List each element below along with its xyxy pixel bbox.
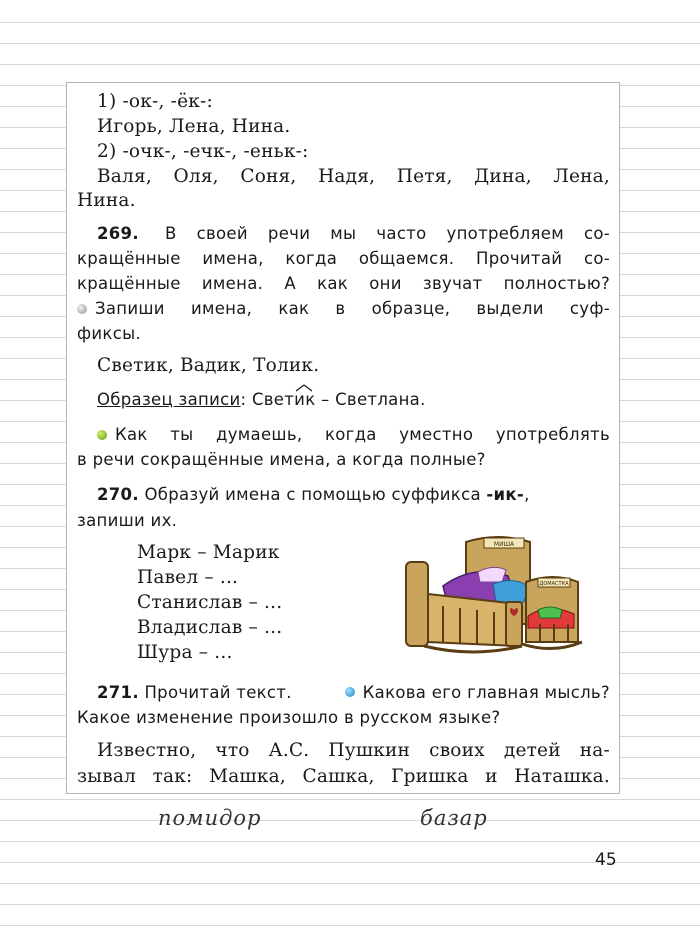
- suffix-group-2: 2) -очк-, -ечк-, -еньк-:: [97, 141, 309, 162]
- cribs-illustration: [398, 524, 586, 664]
- exercise-269-question: в речи сокращённые имена, а когда полные?: [77, 450, 486, 469]
- exercise-269-line: 269. В своей речи мы часто употребляем со-: [97, 224, 610, 243]
- exercise-269-question: Как ты думаешь, когда уместно употреблять: [97, 427, 610, 444]
- name-pair: Шура – ...: [137, 642, 233, 663]
- name-pair: Владислав – ...: [137, 617, 283, 638]
- names-line: Валя, Оля, Соня, Надя, Петя, Дина, Лена,: [97, 166, 610, 187]
- sample-label: Образец записи: [97, 390, 241, 409]
- names-line: Игорь, Лена, Нина.: [97, 116, 291, 137]
- reading-text: Известно, что А.С. Пушкин своих детей на-: [97, 740, 610, 761]
- sample-record: Образец записи: Свет ик – Светлана.: [97, 392, 426, 409]
- exercise-269-line: кращённые имена, когда общаемся. Прочитай со-: [77, 249, 610, 268]
- exercise-number: 270.: [97, 485, 139, 504]
- exercise-270-line: запиши их.: [77, 511, 178, 530]
- bullet-blue-icon: [345, 687, 355, 697]
- exercise-271-line: 271. Прочитай текст. Какова его главная мысль?: [97, 683, 610, 702]
- suffix-group-1: 1) -ок-, -ёк-:: [97, 91, 213, 112]
- exercise-269-line: фиксы.: [77, 324, 141, 343]
- name-pair: Станислав – ...: [137, 592, 283, 613]
- exercise-number: 271.: [97, 683, 139, 702]
- names-line: Нина.: [77, 190, 136, 211]
- vocab-word: помидор: [158, 806, 262, 830]
- reading-text: зывал так: Машка, Сашка, Гришка и Наташка.: [77, 766, 610, 787]
- exercise-270-line: 270. Образуй имена с помощью суффикса -ик-,: [97, 485, 530, 504]
- page-number: 45: [595, 850, 617, 870]
- name-pair: Марк – Марик: [137, 542, 280, 563]
- suffix-mark: ик: [294, 392, 315, 409]
- exercise-269-task: Запиши имена, как в образце, выдели суф-: [77, 301, 610, 318]
- exercise-number: 269.: [97, 224, 139, 243]
- crib-sign-small: ДОМАСТКА: [539, 581, 569, 587]
- bullet-green-icon: [97, 430, 107, 440]
- short-names: Светик, Вадик, Толик.: [97, 355, 320, 376]
- name-pair: Павел – ...: [137, 567, 239, 588]
- exercise-271-line: Какое изменение произошло в русском языке?: [77, 708, 501, 727]
- vocab-word: базар: [420, 806, 488, 830]
- exercise-269-line: кращённые имена. А как они звучат полностью?: [77, 274, 610, 293]
- bullet-gray-icon: [77, 304, 87, 314]
- crib-sign-big: МИША: [493, 541, 515, 548]
